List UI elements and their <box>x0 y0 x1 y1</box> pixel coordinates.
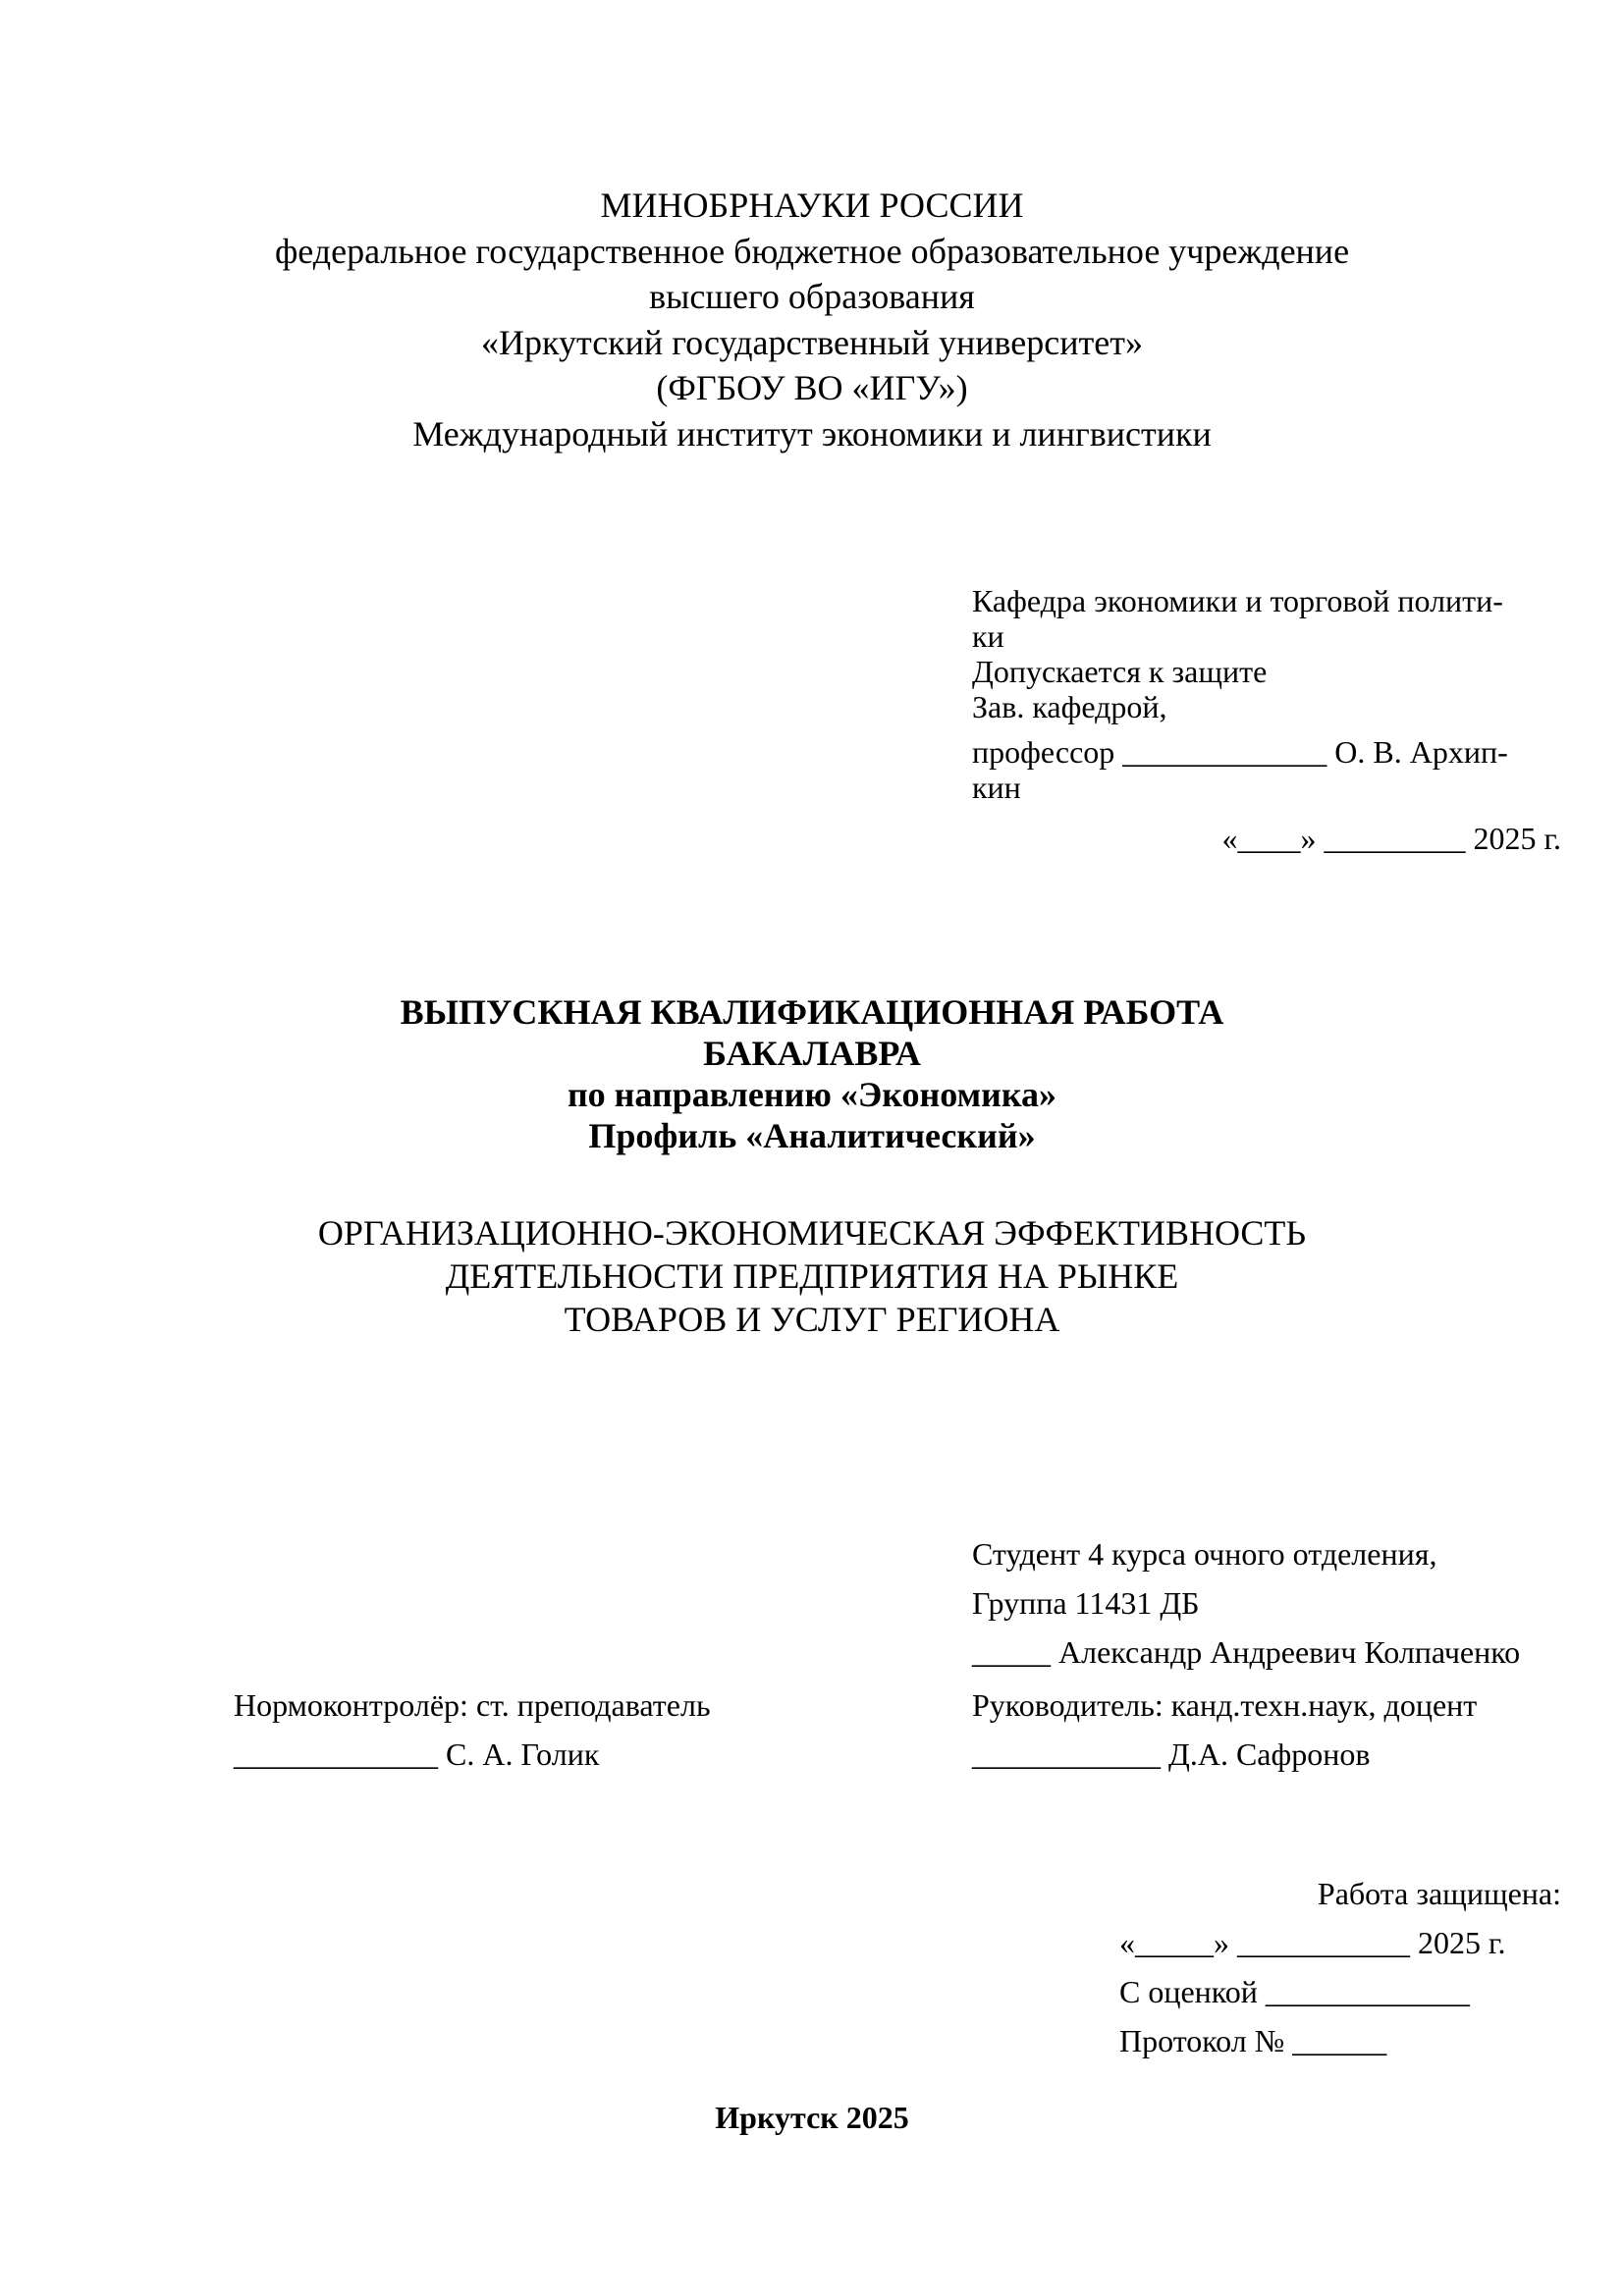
professor-line-2: кин <box>972 770 1021 805</box>
defense-status: Работа защищена: <box>1317 1876 1561 1911</box>
student-group: Группа 11431 ДБ <box>972 1585 1200 1621</box>
student-course: Студент 4 курса очного отделения, <box>972 1536 1437 1572</box>
education-level-line: высшего образования <box>649 277 975 316</box>
department-line-1: Кафедра экономики и торговой полити- <box>972 583 1503 618</box>
topic-line-2: ДЕЯТЕЛЬНОСТИ ПРЕДПРИЯТИЯ НА РЫНКЕ <box>445 1256 1179 1296</box>
institution-header <box>0 183 1624 456</box>
university-abbreviation: (ФГБОУ ВО «ИГУ») <box>656 368 968 407</box>
admission-line: Допускается к защите <box>972 654 1268 689</box>
ministry-line: МИНОБРНАУКИ РОССИИ <box>600 186 1024 225</box>
supervisor-title: Руководитель: канд.техн.наук, доцент <box>972 1687 1478 1723</box>
institution-type-line: федеральное государственное бюджетное образовательное учреждение <box>274 231 1350 271</box>
defense-grade: С оценкой _____________ <box>1119 1974 1470 2009</box>
student-block <box>972 1529 1520 1677</box>
defense-date: «_____» ___________ 2025 г. <box>1119 1925 1506 1960</box>
defense-protocol: Протокол № ______ <box>1119 2023 1387 2058</box>
profile-line: Профиль «Аналитический» <box>588 1116 1036 1155</box>
supervisor-block <box>972 1681 1477 1779</box>
work-title <box>0 991 1624 1156</box>
direction-line: по направлению «Экономика» <box>567 1075 1057 1114</box>
city-year-line: Иркутск 2025 <box>715 2100 909 2135</box>
head-line: Зав. кафедрой, <box>972 689 1167 724</box>
topic-line-3: ТОВАРОВ И УСЛУГ РЕГИОНА <box>564 1300 1060 1339</box>
university-name: «Иркутский государственный университет» <box>481 322 1143 362</box>
department-line-2: ки <box>972 618 1004 654</box>
student-name: _____ Александр Андреевич Колпаченко <box>972 1634 1521 1670</box>
normcontrol-block <box>234 1681 711 1779</box>
defense-block <box>1119 1869 1561 2065</box>
topic-line-1: ОРГАНИЗАЦИОННО-ЭКОНОМИЧЕСКАЯ ЭФФЕКТИВНОСТЬ <box>317 1213 1307 1253</box>
approval-date-line: «____» _________ 2025 г. <box>1221 821 1561 856</box>
thesis-topic <box>0 1211 1624 1341</box>
approval-block <box>972 583 1508 805</box>
normcontrol-signature: _____________ С. А. Голик <box>234 1736 600 1772</box>
approval-date <box>972 821 1561 856</box>
work-title-line-2: БАКАЛАВРА <box>703 1034 921 1073</box>
professor-line-1: профессор _____________ О. В. Архип- <box>972 734 1508 770</box>
normcontrol-title: Нормоконтролёр: ст. преподаватель <box>234 1687 711 1723</box>
work-title-line-1: ВЫПУСКНАЯ КВАЛИФИКАЦИОННАЯ РАБОТА <box>400 992 1224 1032</box>
city-year <box>0 2098 1624 2137</box>
supervisor-signature: ____________ Д.А. Сафронов <box>972 1736 1371 1772</box>
institute-name: Международный институт экономики и лингвистики <box>412 413 1212 454</box>
